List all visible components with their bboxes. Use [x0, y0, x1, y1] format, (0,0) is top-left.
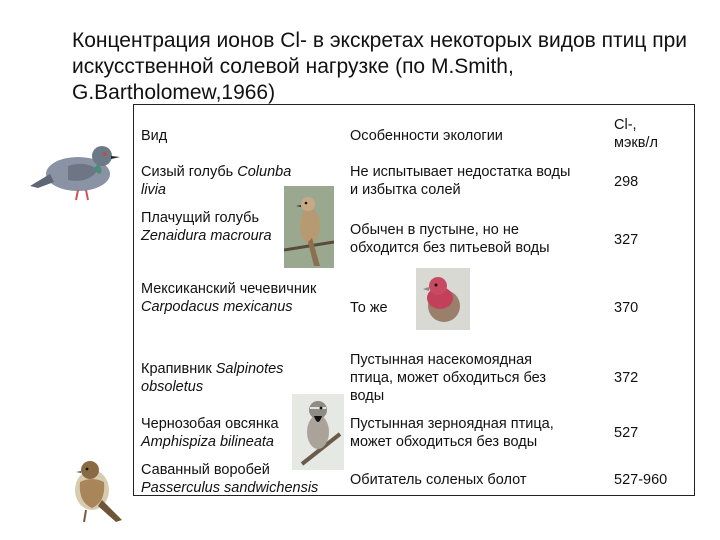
table-row-species — [141, 163, 291, 199]
table-row-value: 298 — [614, 174, 639, 190]
table-row-species — [141, 280, 316, 316]
header-species: Вид — [141, 128, 168, 144]
ecology-line: воды — [350, 388, 385, 404]
species-latin: Carpodacus mexicanus — [141, 299, 293, 315]
mourning-dove-photo — [284, 186, 334, 268]
table-row-ecology — [350, 221, 550, 257]
rock-pigeon-photo — [28, 130, 122, 206]
species-name: Мексиканский чечевичник — [141, 281, 317, 297]
table-row-value: 327 — [614, 232, 639, 248]
title-line-1: Концентрация ионов Cl- в экскретах некоторых видов птиц при — [72, 29, 687, 52]
species-latin: Amphispiza bilineata — [141, 434, 274, 450]
header-cl — [614, 116, 658, 152]
table-row-value: 370 — [614, 300, 639, 316]
species-latin: obsoletus — [141, 379, 204, 395]
table-row-species — [141, 360, 283, 396]
table-row-ecology — [350, 163, 570, 199]
ecology-line: может обходиться без воды — [350, 434, 538, 450]
ecology-line: Пустынная зерноядная птица, — [350, 416, 554, 432]
species-name: Сизый голубь — [141, 164, 238, 180]
species-name: Чернозобая овсянка — [141, 416, 279, 432]
table-row-value: 372 — [614, 370, 639, 386]
ecology-line: и избытка солей — [350, 182, 461, 198]
ecology-line: птица, может обходиться без — [350, 370, 546, 386]
table-row-value: 527 — [614, 425, 639, 441]
species-name: Саванный воробей — [141, 462, 270, 478]
header-cl-unit: мэкв/л — [614, 135, 658, 151]
table-row-ecology: То же — [350, 300, 388, 316]
header-ecology: Особенности экологии — [350, 128, 503, 144]
species-name: Крапивник — [141, 361, 216, 377]
table-row-ecology: Обитатель соленых болот — [350, 472, 527, 488]
table-row-ecology — [350, 415, 554, 451]
table-row-ecology — [350, 351, 546, 405]
ecology-line: Обычен в пустыне, но не — [350, 222, 519, 238]
title-line-2: искусственной солевой нагрузке (по M.Smith, G.Bartholomew,1966) — [72, 55, 514, 104]
ecology-line: обходится без питьевой воды — [350, 240, 550, 256]
house-finch-photo — [416, 268, 470, 330]
species-latin: Passerculus sandwichensis — [141, 480, 319, 496]
species-latin: Salpinotes — [215, 361, 284, 377]
ecology-line: Не испытывает недостатка воды — [350, 164, 571, 180]
species-name: Плачущий голубь — [141, 210, 260, 226]
species-latin: Zenaidura macroura — [141, 228, 272, 244]
ecology-line: Пустынная насекомоядная — [350, 352, 533, 368]
species-latin: livia — [141, 182, 166, 198]
species-latin: Colunba — [237, 164, 292, 180]
table-row-species — [141, 209, 272, 245]
page-title — [72, 28, 712, 106]
header-cl-ion: Cl-, — [614, 117, 637, 133]
table-row-value: 527-960 — [614, 472, 668, 488]
savannah-sparrow-photo — [62, 456, 128, 526]
table-row-species — [141, 415, 279, 451]
black-throated-sparrow-photo — [292, 394, 344, 470]
